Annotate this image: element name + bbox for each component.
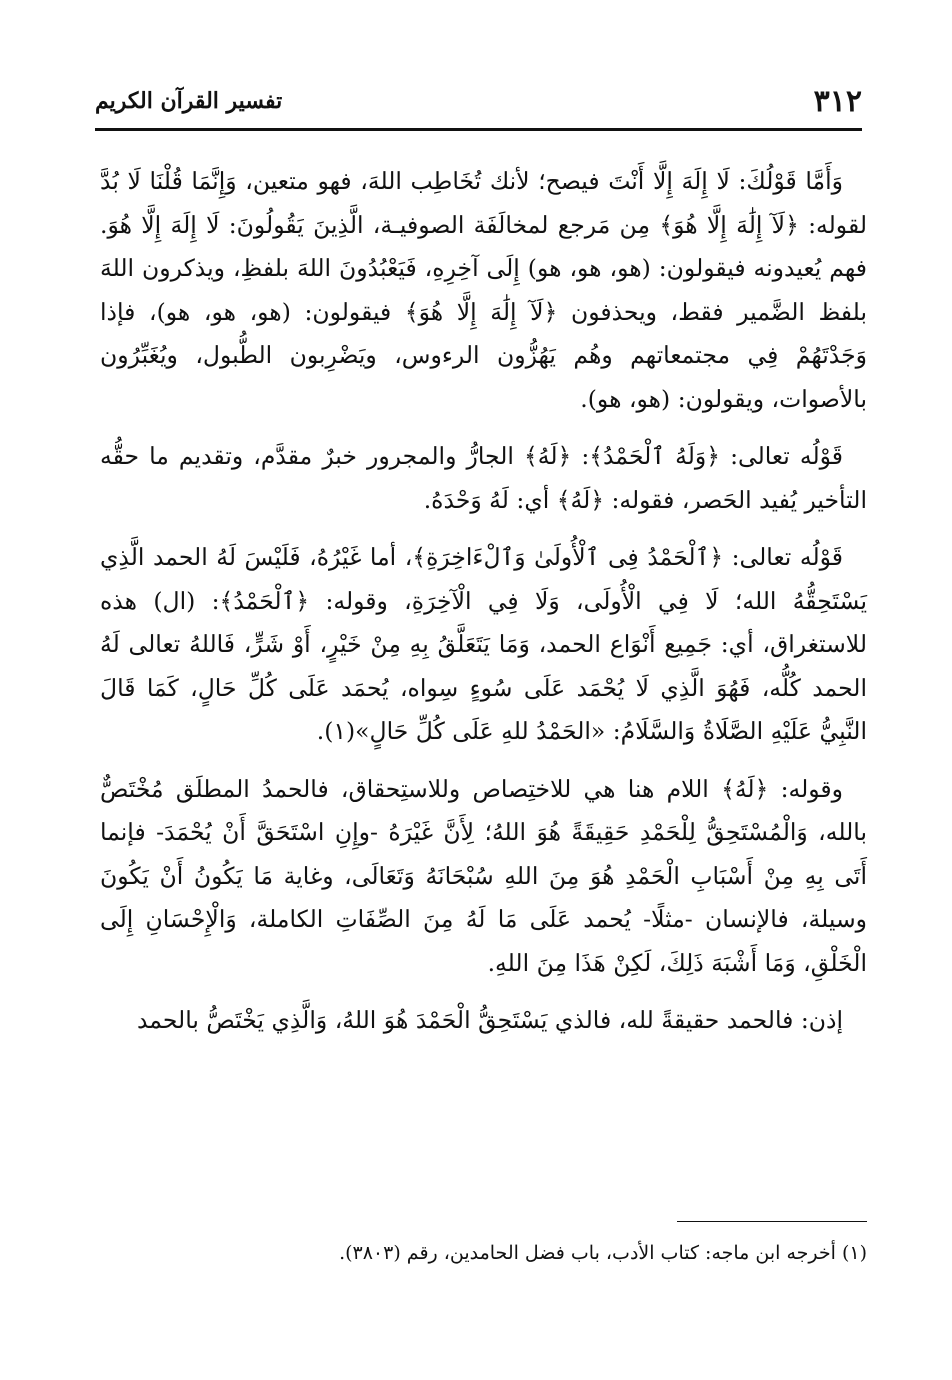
main-text <box>100 160 867 1057</box>
footnote-divider <box>677 1221 867 1222</box>
paragraph: إذن: فالحمد حقيقةً لله، فالذي يَسْتَحِقُّ الْحَمْدَ هُوَ اللهُ، وَالَّذِي يَخْتَصُّ بالحمد <box>136 1006 843 1034</box>
paragraph: قَوْلُه تعالى: ﴿وَلَهُ ٱلْحَمْدُ﴾: ﴿لَهُ﴾ الجارُّ والمجرور خبرٌ مقدَّم، وتقديم ما حقُّه التأخير يُفيد الحَصر، فقوله: ﴿لَهُ﴾ أي: لَهُ وَحْدَهُ. <box>100 442 867 514</box>
page-number: ٣١٢ <box>813 84 862 119</box>
paragraph: وقوله: ﴿لَهُ﴾ اللام هنا هي للاختِصاص وللاستِحقاق، فالحمدُ المطلَق مُخْتَصٌّ بالله، وَالْمُسْتَحِقُّ لِلْحَمْدِ حَقِيقَةً هُوَ اللهُ؛ لِأَنَّ غَيْرَهُ -وإِنِ اسْتَحَقَّ أَنْ يُحْمَدَ- فإنما أَتَى بِهِ مِنْ أَسْبَابِ الْحَمْدِ هُوَ مِنَ اللهِ سُبْحَانَهُ وَتَعَالَى، وغاية مَا يَكُونُ أَنْ يَكُونَ وسيلة، فالإنسان -مثلًا- يُحمد عَلَى مَا لَهُ مِنَ الصِّفَاتِ الكاملة، وَالْإِحْسَانِ إِلَى الْخَلْقِ، وَمَا أَشْبَهَ ذَلِكَ، لَكِنْ هَذَا مِنَ اللهِ. <box>100 774 867 977</box>
paragraph: قَوْلُه تعالى: ﴿ٱلْحَمْدُ فِى ٱلْأُولَىٰ وَٱلْءَاخِرَةِ﴾، أما غَيْرُهُ، فَلَيْسَ لَهُ الحمد الَّذِي يَسْتَحِقُّهُ الله؛ لَا فِي الْأُولَى، وَلَا فِي الْآخِرَةِ، وقوله: ﴿ٱلْحَمْدُ﴾: (ال) هذه للاستغراق، أي: جَمِيع أَنْوَاع الحمد، وَمَا يَتَعَلَّقُ بِهِ مِنْ خَيْرٍ، أَوْ شَرٍّ، فَاللهُ تعالى لَهُ الحمد كُلُّه، فَهُوَ الَّذِي لَا يُحْمَد عَلَى سُوءٍ سِواه، يُحمَد عَلَى كُلِّ حَالٍ، كَمَا قَالَ النَّبِيُّ عَلَيْهِ الصَّلَاةُ وَالسَّلَامُ: «الحَمْدُ للهِ عَلَى كُلِّ حَالٍ»(١). <box>100 543 867 745</box>
footnote: (١) أخرجه ابن ماجه: كتاب الأدب، باب فضل الحامدين، رقم (٣٨٠٣). <box>339 1242 867 1264</box>
running-title: تفسير القرآن الكريم <box>95 88 283 114</box>
paragraph: وَأَمَّا قَوْلُكَ: لَا إِلَهَ إِلَّا أَنْتَ فيصح؛ لأنك تُخَاطِب اللهَ، فهو متعين، وَإِنَّمَا قُلْنَا لَا بُدَّ لقوله: ﴿لَآ إِلَٰهَ إِلَّا هُوَ﴾ مِن مَرجع لمخالَفَة الصوفيـة، الَّذِينَ يَقُولُونَ: لَا إِلَهَ إِلَّا هُوَ. فهم يُعيدونه فيقولون: (هو، هو، هو) إِلَى آخِرِهِ، فَيَعْبُدُونَ اللهَ بلفظِ، ويذكرون اللهَ بلفظ الضَّمير فقط، ويحذفون ﴿لَآ إِلَٰهَ إِلَّا هُوَ﴾ فيقولون: (هو، هو، هو)، فإذا وَجَدْتَهُمْ فِي مجتمعاتهم وهُم يَهُزُّون الرءوس، ويَضْرِبون الطُّبول، ويُغَبِّرُون بالأصوات، ويقولون: (هو، هو). <box>100 167 867 413</box>
page-header <box>95 84 862 131</box>
